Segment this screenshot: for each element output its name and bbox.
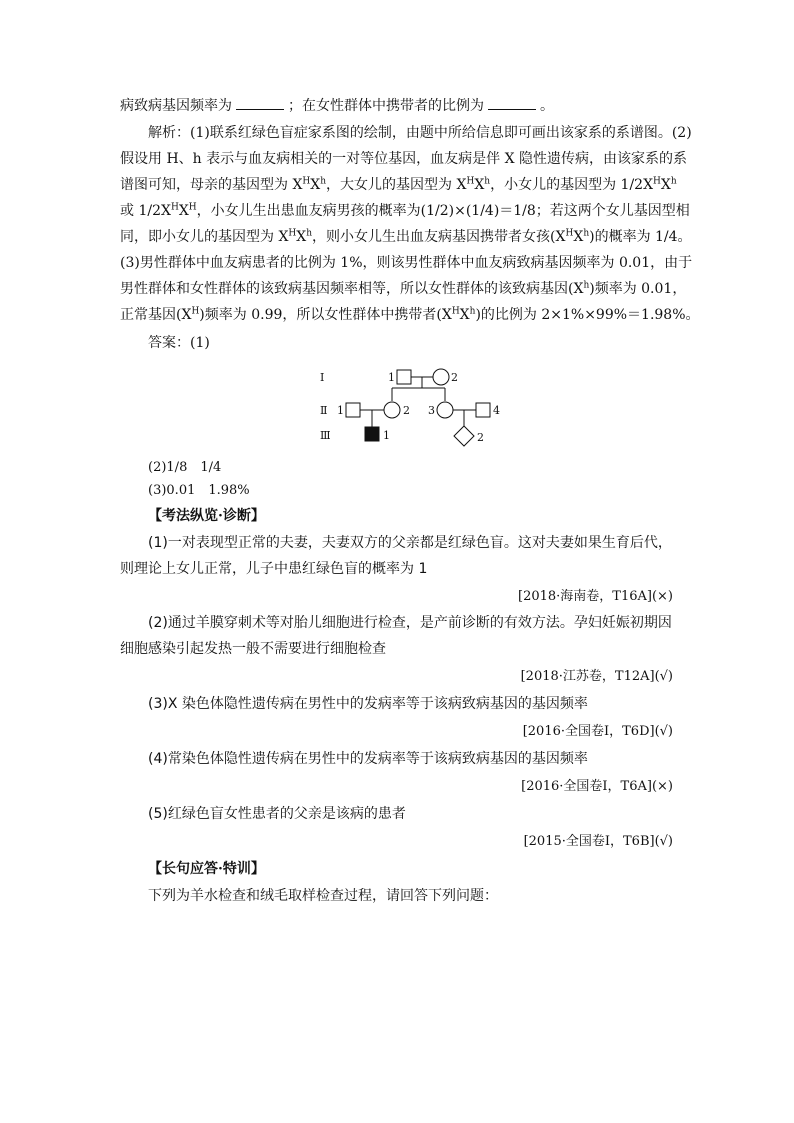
item-1-source: [2018·海南卷，T16A](×) [518,589,673,604]
analysis-line: 或 $1/2X^HX^H$，小女儿生出患血友病男孩的概率为(1/2)×(1/4)＝1/8；若这两个女儿基因型相 [120,202,690,219]
svg-text:1: 1 [383,429,390,442]
analysis-line: 谱图可知，母亲的基因型为 $X^HX^h$，大女儿的基因型为 $X^HX^h$，小女儿的基因型为 $1/2X^HX^h$ [120,176,677,193]
svg-text:1: 1 [337,404,344,417]
pedigree-chart [300,360,520,460]
svg-text:2: 2 [403,404,410,417]
svg-text:1: 1 [388,371,395,384]
section-title-diagnosis: 【考法纵览·诊断】 [148,508,265,524]
answer-blank [236,95,284,110]
question-tail: 病致病基因频率为 ；在女性群体中携带者的比例为 。 [120,95,554,116]
gen3-affected-male-1 [365,427,379,441]
gen2-female-3 [437,402,453,418]
svg-text:4: 4 [493,404,500,417]
analysis-line: 解析：(1)联系红绿色盲症家系图的绘制，由题中所给信息即可画出该家系的系谱图。(2) [148,125,692,141]
item-1-line: (1)一对表现型正常的夫妻，夫妻双方的父亲都是红绿色盲。这对夫妻如果生育后代， [148,535,672,551]
item-1-line: 则理论上女儿正常，儿子中患红绿色盲的概率为 1 [120,561,428,577]
section-title-training: 【长句应答·特训】 [148,861,265,877]
analysis-line: (3)男性群体中血友病患者的比例为 1%，则该男性群体中血友病致病基因频率为 0.01，由于 [120,255,693,271]
item-5-line: (5)红绿色盲女性患者的父亲是该病的患者 [148,806,406,822]
gen3-unknown-2 [454,426,474,446]
gen2-male-1 [346,403,360,417]
gen2-male-4 [476,403,490,417]
answer-blank [488,95,536,110]
item-5-source: [2015·全国卷Ⅰ，T6B](√) [523,834,673,849]
item-3-source: [2016·全国卷Ⅰ，T6D](√) [522,724,673,739]
item-2-source: [2018·江苏卷，T12A](√) [520,669,673,684]
answer-label: 答案：(1) [148,335,210,351]
analysis-line: 正常基因$(X^H)$频率为 0.99，所以女性群体中携带者$(X^HX^h)$的比例为 2×1%×99%＝1.98%。 [120,306,700,323]
analysis-line: 同，即小女儿的基因型为 $X^HX^h$，则小女儿生出血友病基因携带者女孩$(X^HX^h)$的概率为 1/4。 [120,228,692,245]
gen1-female-2 [433,369,449,385]
item-2-line: 细胞感染引起发热一般不需要进行细胞检查 [120,641,386,657]
final-line: 下列为羊水检查和绒毛取样检查过程，请回答下列问题： [148,888,498,904]
svg-text:2: 2 [477,431,484,444]
gen2-female-2 [384,402,400,418]
gen-label-3: Ⅲ [320,429,331,442]
analysis-line: 假设用 H、h 表示与血友病相关的一对等位基因，血友病是伴 X 隐性遗传病，由该家系的系 [120,151,687,167]
item-4-source: [2016·全国卷Ⅰ，T6A](×) [521,779,673,794]
gen-label-2: Ⅱ [320,404,328,417]
answer-2: (2)1/8 1/4 [148,460,222,475]
svg-text:2: 2 [451,371,458,384]
item-2-line: (2)通过羊膜穿刺术等对胎儿细胞进行检查，是产前诊断的有效方法。孕妇妊娠初期因 [148,615,672,631]
svg-text:3: 3 [428,404,435,417]
item-3-line: (3)X 染色体隐性遗传病在男性中的发病率等于该病致病基因的基因频率 [148,696,588,712]
answer-3: (3)0.01 1.98% [148,483,250,498]
gen-label-1: Ⅰ [320,371,325,384]
gen1-male-1 [397,370,411,384]
analysis-line: 男性群体和女性群体的该致病基因频率相等，所以女性群体的该致病基因$(X^h)$频率为 0.01， [120,280,687,297]
item-4-line: (4)常染色体隐性遗传病在男性中的发病率等于该病致病基因的基因频率 [148,751,588,767]
